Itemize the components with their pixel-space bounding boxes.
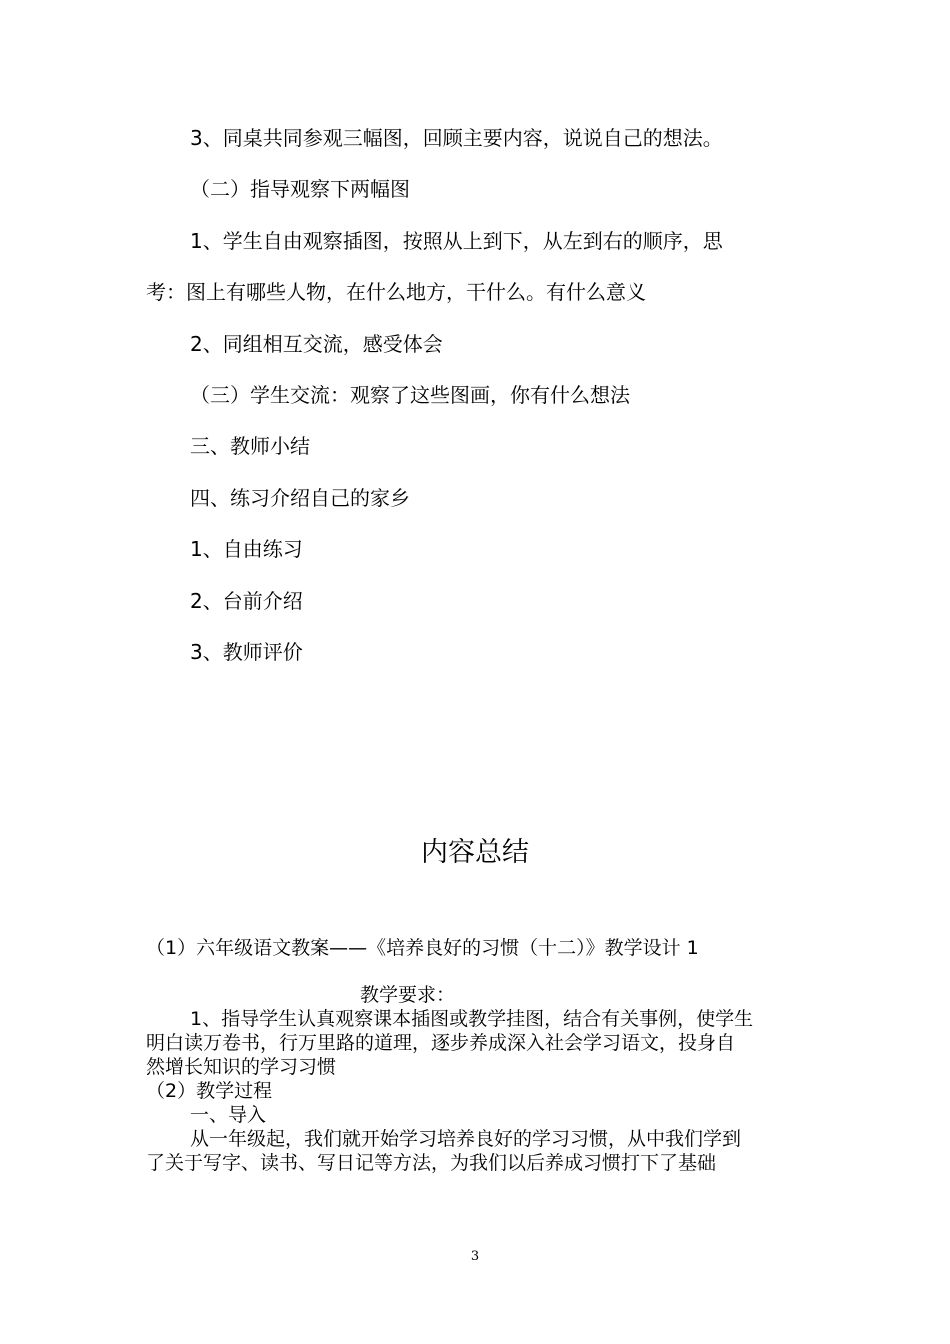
body-line: 3、同桌共同参观三幅图，回顾主要内容，说说自己的想法。: [190, 126, 723, 150]
summary-line: 一、导入: [190, 1104, 267, 1126]
body-line: 2、台前介绍: [190, 589, 303, 613]
body-line: 2、同组相互交流，感受体会: [190, 332, 443, 356]
body-line: 考：图上有哪些人物，在什么地方，干什么。有什么意义: [146, 280, 646, 304]
summary-line: 1、指导学生认真观察课本插图或教学挂图，结合有关事例，使学生: [190, 1008, 754, 1030]
summary-line: 教学要求：: [360, 984, 456, 1006]
summary-title: 内容总结: [421, 837, 529, 868]
body-line: 三、教师小结: [190, 434, 310, 458]
body-line: 1、自由练习: [190, 537, 303, 561]
summary-line: （2）教学过程: [146, 1080, 273, 1102]
body-line: （二）指导观察下两幅图: [190, 177, 410, 201]
summary-line: 明白读万卷书，行万里路的道理，逐步养成深入社会学习语文，投身自: [146, 1032, 736, 1054]
body-line: 四、练习介绍自己的家乡: [190, 486, 410, 510]
summary-line: 了关于写字、读书、写日记等方法，为我们以后养成习惯打下了基础: [146, 1152, 717, 1174]
page-number: 3: [470, 1249, 480, 1264]
summary-line: 从一年级起，我们就开始学习培养良好的学习习惯，从中我们学到: [190, 1128, 742, 1150]
body-line: （三）学生交流：观察了这些图画，你有什么想法: [190, 383, 630, 407]
summary-line: （1）六年级语文教案——《培养良好的习惯（十二）》教学设计 1: [146, 937, 699, 959]
summary-line: 然增长知识的学习习惯: [146, 1056, 337, 1078]
body-line: 3、教师评价: [190, 640, 303, 664]
body-line: 1、学生自由观察插图，按照从上到下，从左到右的顺序，思: [190, 229, 723, 253]
